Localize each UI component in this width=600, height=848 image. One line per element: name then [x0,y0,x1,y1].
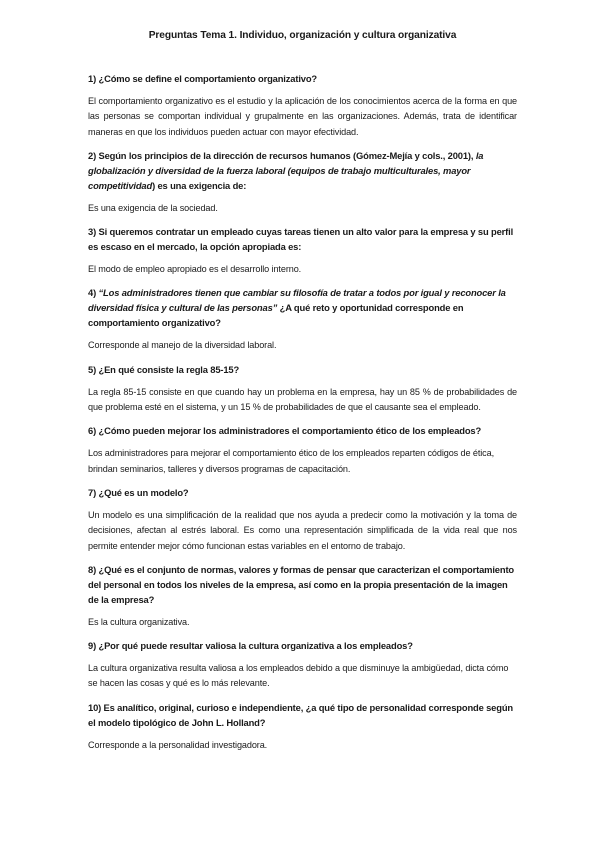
answer-4: Corresponde al manejo de la diversidad laboral. [88,340,277,351]
qa-item-7 [88,485,517,554]
qa-item-2 [88,148,517,216]
question-2-tail: ) es una exigencia de: [152,179,247,191]
question-4-lead: 4) [88,287,99,299]
document-page [88,30,517,761]
question-3: 3) Si queremos contratar un empleado cuyas tareas tienen un alto valor para la empresa y su perfil es escaso en el mercado, la opción apropiada es: [88,226,514,253]
qa-item-8 [88,562,517,630]
question-4 [88,285,517,330]
answer-7: Un modelo es una simplificación de la realidad que nos ayuda a predecir como la motivación y la toma de decisiones, afectan al estrés laboral. Es como una representación simplificada de la vida real que nos permite entender mejor cómo funcionan estas variables en el entorno de trabajo. [88,509,517,551]
question-2 [88,148,517,193]
question-9: 9) ¿Por qué puede resultar valiosa la cultura organizativa a los empleados? [88,640,413,652]
document-title: Preguntas Tema 1. Individuo, organización y cultura organizativa [148,30,457,41]
question-10: 10) Es analítico, original, curioso e independiente, ¿a qué tipo de personalidad corresponde según el modelo tipológico de John L. Holland? [88,701,513,728]
qa-item-10 [88,700,517,753]
qa-item-1 [88,71,517,140]
question-1: 1) ¿Cómo se define el comportamiento organizativo? [88,73,317,84]
answer-3: El modo de empleo apropiado es el desarrollo interno. [88,264,302,275]
question-4-quote: “Los administradores tienen que cambiar su filosofía de tratar a todos por igual y reconocer la diversidad física y cultural de las personas” [88,287,506,314]
qa-item-4 [88,285,517,353]
qa-item-3 [88,224,517,277]
answer-5: La regla 85-15 consiste en que cuando hay un problema en la empresa, hay un 85 % de probabilidades de que problema esté en el sistema, y un 15 % de probabilidades de que el causante sea el empleado. [88,386,517,413]
answer-9: La cultura organizativa resulta valiosa a los empleados debido a que disminuye la ambigüedad, dicta cómo se hacen las cosas y qué es lo más relevante. [88,663,509,689]
qa-item-5 [88,362,517,416]
answer-10: Corresponde a la personalidad investigadora. [88,739,268,750]
question-5: 5) ¿En qué consiste la regla 85-15? [88,363,240,375]
question-2-lead: 2) Según los principios de la dirección de recursos humanos (Gómez-Mejía y cols., 2001), [88,149,476,161]
answer-6: Los administradores para mejorar el comportamiento ético de los empleados reparten códigos de ética, brindan seminarios, talleres y diversos programas de capacitación. [88,448,495,474]
question-4-tail: ¿A qué reto y oportunidad corresponde en comportamiento organizativo? [88,302,464,329]
qa-item-9 [88,638,517,692]
question-8: 8) ¿Qué es el conjunto de normas, valores y formas de pensar que caracterizan el comportamiento del personal en todos los niveles de la empresa, así como en la propia presentación de la imagen de la empresa? [88,563,514,605]
answer-8: Es la cultura organizativa. [88,616,190,627]
answer-2: Es una exigencia de la sociedad. [88,202,218,213]
answer-1: El comportamiento organizativo es el estudio y la aplicación de los conocimientos acerca de la forma en que las personas se comportan individual y grupalmente en las organizaciones. Además, trata de identificar maneras en que los individuos pueden actuar con mayor efectividad. [88,96,517,137]
question-7: 7) ¿Qué es un modelo? [88,486,189,498]
question-2-italic: la globalización y diversidad de la fuerza laboral (equipos de trabajo multiculturales, mayor competitividad [88,149,484,191]
question-6: 6) ¿Cómo pueden mejorar los administradores el comportamiento ético de los empleados? [88,425,482,437]
qa-item-6 [88,423,517,477]
